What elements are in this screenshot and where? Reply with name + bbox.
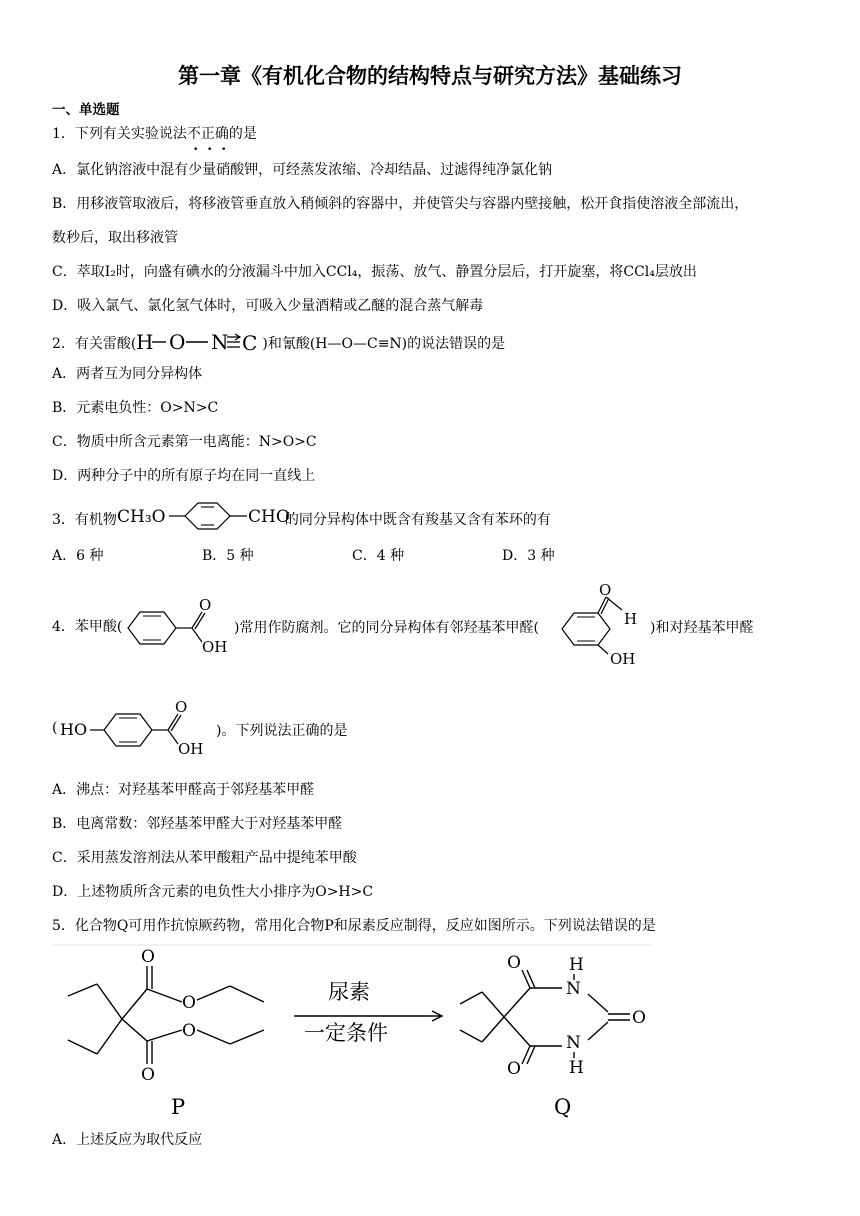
svg-text:O: O xyxy=(632,1008,646,1028)
q2-option-a: A．两者互为同分异构体 xyxy=(52,366,203,382)
q1-emphasis-char: 确 xyxy=(214,126,229,142)
atom-h: H xyxy=(136,330,154,354)
salicylaldehyde-structure xyxy=(556,581,652,670)
svg-text:N: N xyxy=(566,1033,581,1053)
q2-stem-post: )和氰酸(H—O—C≡N)的说法错误的是 xyxy=(262,336,506,352)
q1-option-b-cont: 数秒后，取出移液管 xyxy=(52,230,178,246)
q1-stem xyxy=(52,124,257,144)
atom-o: O xyxy=(599,581,612,599)
fulminic-acid-formula xyxy=(136,330,262,354)
q4-stem-text-1: 4．苯甲酸( xyxy=(52,619,123,635)
atom-o: O xyxy=(199,596,212,614)
q2-stem xyxy=(52,330,505,354)
q3-stem-post: 的同分异构体中既含有羧基又含有苯环的有 xyxy=(284,512,551,528)
atom-oh: OH xyxy=(202,638,228,656)
q4-option-c: C．采用蒸发溶剂法从苯甲酸粗产品中提纯苯甲酸 xyxy=(52,850,357,866)
atom-n: N xyxy=(211,330,229,354)
q2-option-d: D．两种分子中的所有原子均在同一直线上 xyxy=(52,468,316,484)
reagent-label: 尿素 xyxy=(328,980,370,1004)
q3-stem xyxy=(52,500,551,534)
condition-label: 一定条件 xyxy=(304,1021,388,1045)
svg-text:O: O xyxy=(182,1021,196,1041)
q3-option-a: A．6 种 xyxy=(52,548,104,564)
q2-option-b: B．元素电负性：O>N>C xyxy=(52,400,219,416)
q2-option-c: C．物质中所含元素第一电离能：N>O>C xyxy=(52,434,317,450)
q1-option-c: C．萃取I₂时，向盛有碘水的分液漏斗中加入CCl₄，振荡、放气、静置分层后，打开旋塞，将CCl₄层放出 xyxy=(52,264,697,280)
page-title: 第一章《有机化合物的结构特点与研究方法》基础练习 xyxy=(178,64,682,88)
svg-text:O: O xyxy=(507,953,521,973)
q4-option-b: B．电离常数：邻羟基苯甲醛大于对羟基苯甲醛 xyxy=(52,816,343,832)
q1-emphasis-char: 正 xyxy=(200,126,215,142)
q3-option-c: C．4 种 xyxy=(352,548,405,564)
atom-ho: HO xyxy=(60,720,88,739)
q4-stem-text-2: )常用作防腐剂。它的同分异构体有邻羟基苯甲醛( xyxy=(234,620,539,636)
svg-text:H: H xyxy=(569,1058,584,1078)
q4-option-d: D．上述物质所含元素的电负性大小排序为O>H>C xyxy=(52,884,374,900)
compound-q-structure xyxy=(460,953,646,1079)
benzoic-acid-structure xyxy=(122,598,234,656)
reaction-scheme-figure xyxy=(52,944,652,1124)
atom-h: H xyxy=(624,610,638,628)
svg-text:O: O xyxy=(507,1059,521,1079)
label-q: Q xyxy=(554,1095,572,1119)
q4-stem-text-3: )和对羟基苯甲醛 xyxy=(650,620,754,636)
atom-oh: OH xyxy=(178,740,204,758)
svg-text:H: H xyxy=(569,955,584,975)
q3-option-d: D．3 种 xyxy=(502,548,555,564)
q1-stem-post: 的是 xyxy=(228,126,257,142)
q1-option-a: A．氯化钠溶液中混有少量硝酸钾，可经蒸发浓缩、冷却结晶、过滤得纯净氯化钠 xyxy=(52,162,553,178)
q3-stem-pre: 3．有机物 xyxy=(52,512,117,528)
reaction-arrow xyxy=(294,980,442,1045)
group-ch3o: CH₃O xyxy=(116,507,166,527)
svg-text:O: O xyxy=(141,1065,155,1085)
group-cho: CHO xyxy=(247,507,290,527)
q3-option-b: B．5 种 xyxy=(202,548,254,564)
svg-text:O: O xyxy=(141,947,155,967)
atom-oh: OH xyxy=(610,650,636,668)
q2-stem-pre: 2．有关雷酸( xyxy=(52,336,137,352)
q4-paren-open: ( xyxy=(52,720,58,736)
q1-option-d: D．吸入氯气、氯化氢气体时，可吸入少量酒精或乙醚的混合蒸气解毒 xyxy=(52,298,484,314)
svg-text:O: O xyxy=(182,993,196,1013)
section-heading: 一、单选题 xyxy=(52,102,120,118)
q1-stem-pre: 1．下列有关实验说法 xyxy=(52,126,187,142)
svg-text:N: N xyxy=(566,979,581,999)
q1-option-b: B．用移液管取液后，将移液管垂直放入稍倾斜的容器中，并使管尖与容器内壁接触，松开食指使溶液全部流出， xyxy=(52,196,749,212)
atom-o: O xyxy=(175,698,188,716)
atom-c: C xyxy=(242,331,258,355)
q1-emphasis-char: 不 xyxy=(186,126,201,142)
p-hydroxybenzaldehyde-structure xyxy=(58,698,216,756)
q4-stem-text-4: )。下列说法正确的是 xyxy=(216,723,348,739)
label-p: P xyxy=(171,1095,186,1119)
compound-p-structure xyxy=(68,947,264,1085)
atom-o: O xyxy=(169,330,186,354)
anisaldehyde-structure xyxy=(116,500,290,534)
q5-stem: 5．化合物Q可用作抗惊厥药物，常用化合物P和尿素反应制得，反应如图所示。下列说法错误的是 xyxy=(52,918,656,934)
q4-option-a: A．沸点：对羟基苯甲醛高于邻羟基苯甲醛 xyxy=(52,782,315,798)
q5-option-a: A．上述反应为取代反应 xyxy=(52,1132,203,1148)
